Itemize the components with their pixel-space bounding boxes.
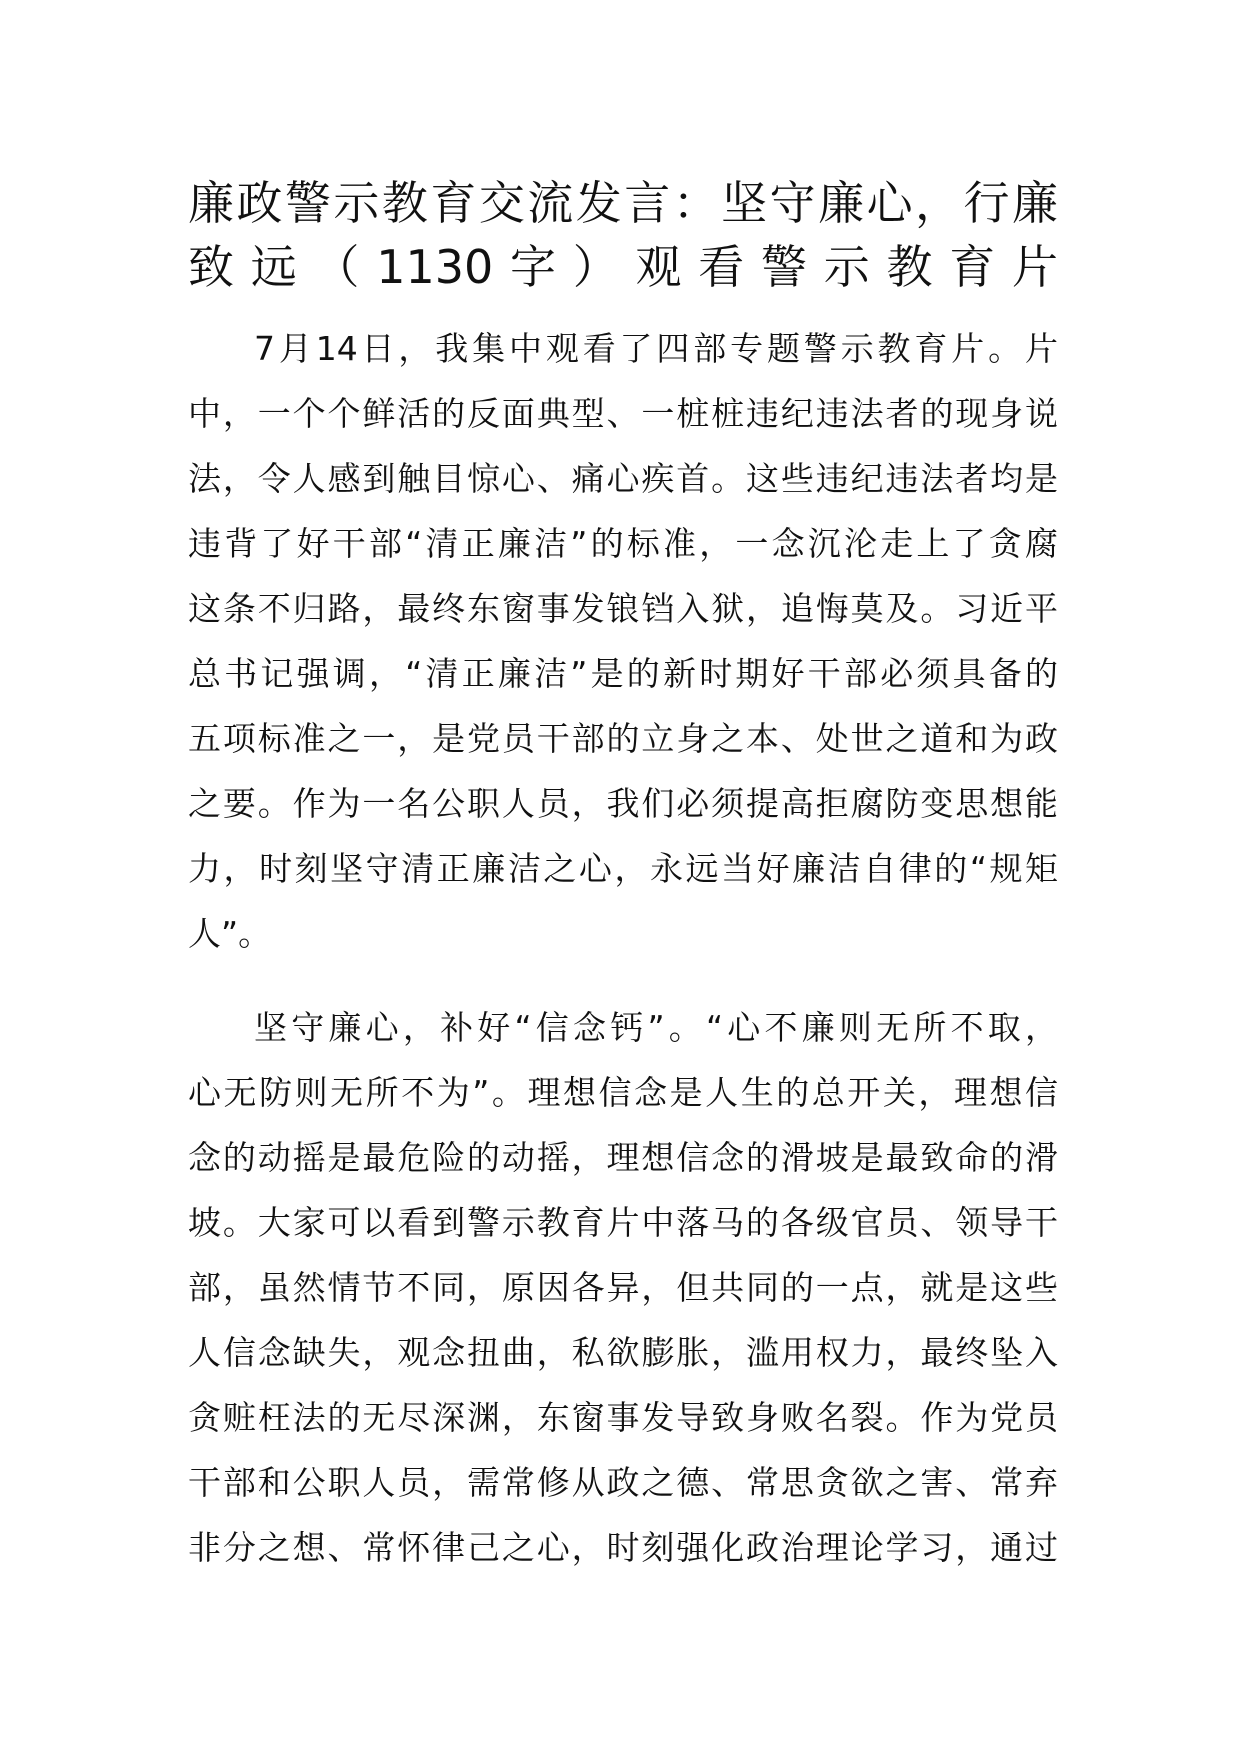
paragraph-line: 7月14日，我集中观看了四部专题警示教育片。片: [254, 329, 1058, 368]
paragraph-line: 人”。: [188, 914, 272, 953]
paragraph-line: 这条不归路，最终东窗事发锒铛入狱，追悔莫及。习近平: [188, 589, 1058, 628]
paragraph-line: 总书记强调，“清正廉洁”是的新时期好干部必须具备的: [188, 654, 1058, 693]
paragraph-line: 念的动摇是最危险的动摇，理想信念的滑坡是最致命的滑: [188, 1138, 1058, 1177]
paragraph-line: 力，时刻坚守清正廉洁之心，永远当好廉洁自律的“规矩: [188, 849, 1058, 888]
paragraph-line: 部，虽然情节不同，原因各异，但共同的一点，就是这些: [188, 1268, 1058, 1307]
paragraph-line: 干部和公职人员，需常修从政之德、常思贪欲之害、常弃: [188, 1463, 1058, 1502]
paragraph-line: 心无防则无所不为”。理想信念是人生的总开关，理想信: [188, 1073, 1058, 1112]
paragraph-line: 之要。作为一名公职人员，我们必须提高拒腐防变思想能: [188, 784, 1058, 823]
document-title-line-1: 廉政警示教育交流发言：坚守廉心，行廉: [188, 176, 1058, 230]
paragraph-line: 违背了好干部“清正廉洁”的标准，一念沉沦走上了贪腐: [188, 524, 1058, 563]
paragraph-line: 坡。大家可以看到警示教育片中落马的各级官员、领导干: [188, 1203, 1058, 1242]
paragraph-line: 中，一个个鲜活的反面典型、一桩桩违纪违法者的现身说: [188, 394, 1058, 433]
paragraph-line: 贪赃枉法的无尽深渊，东窗事发导致身败名裂。作为党员: [188, 1398, 1058, 1437]
paragraph-line: 人信念缺失，观念扭曲，私欲膨胀，滥用权力，最终坠入: [188, 1333, 1058, 1372]
paragraph-line: 法，令人感到触目惊心、痛心疾首。这些违纪违法者均是: [188, 459, 1058, 498]
document-title-line-2: 致远（1130字）观看警示教育片: [188, 240, 1058, 294]
paragraph-line: 五项标准之一，是党员干部的立身之本、处世之道和为政: [188, 719, 1058, 758]
paragraph-line: 非分之想、常怀律己之心，时刻强化政治理论学习，通过: [188, 1528, 1058, 1567]
paragraph-line: 坚守廉心，补好“信念钙”。“心不廉则无所不取，: [254, 1008, 1058, 1047]
